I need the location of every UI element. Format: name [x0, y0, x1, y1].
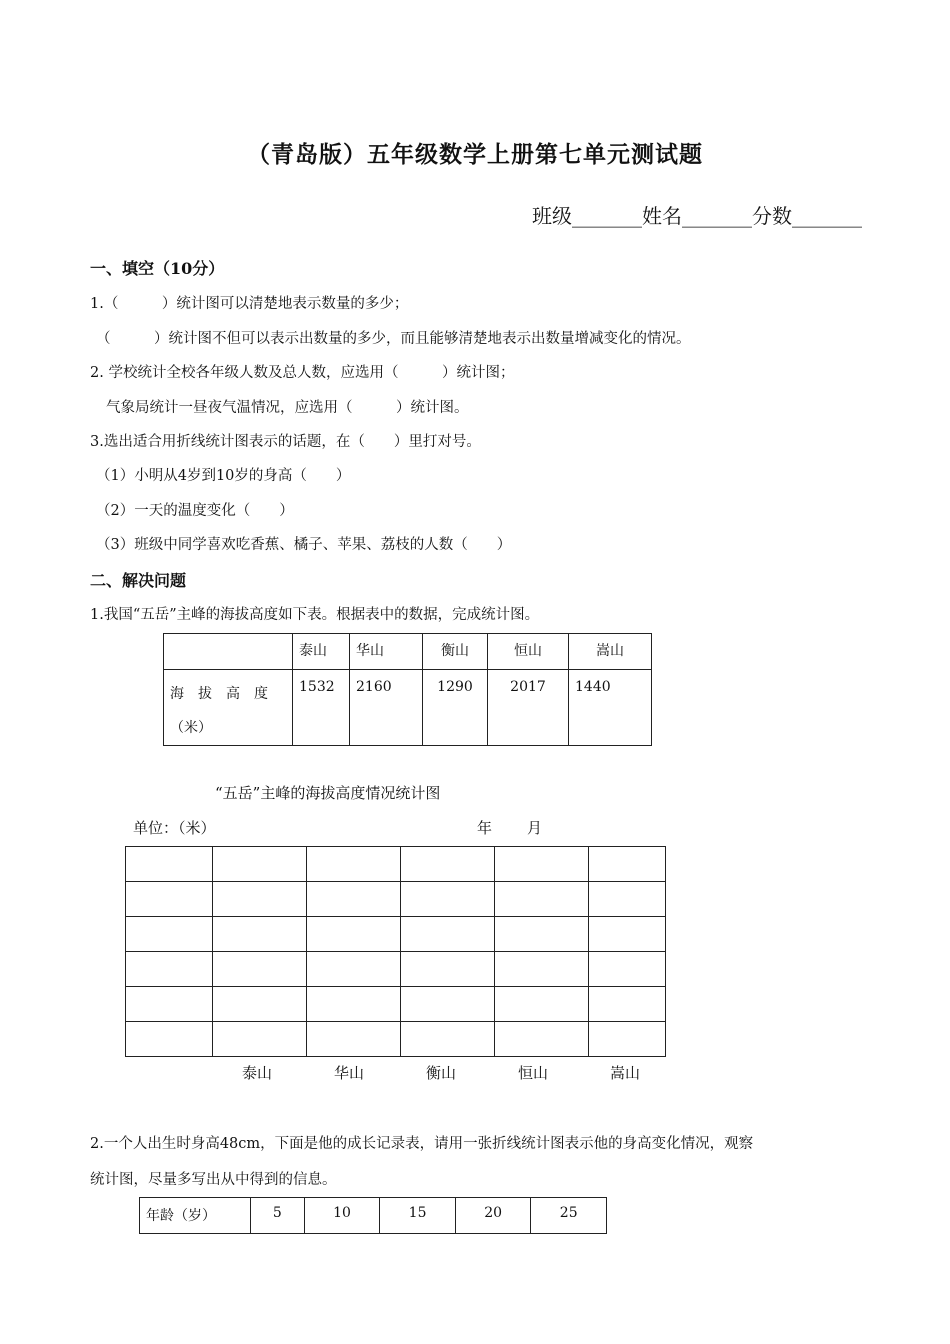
score-blank[interactable]: _______ — [792, 204, 862, 228]
q3-option-2: （2）一天的温度变化（ ） — [96, 503, 294, 519]
grid-line — [125, 846, 126, 1057]
x-axis-label: 泰山 — [242, 1064, 273, 1082]
growth-record-table — [139, 1197, 607, 1234]
grid-line — [125, 1056, 666, 1057]
row-label-unit: （米） — [170, 720, 212, 736]
page-title: （青岛版）五年级数学上册第七单元测试题 — [247, 141, 703, 168]
age-cell: 5 — [251, 1198, 305, 1234]
chart-title: “五岳”主峰的海拔高度情况统计图 — [215, 784, 441, 802]
age-cell: 10 — [304, 1198, 380, 1234]
q1-line-b: （ ）统计图不但可以表示出数量的多少，而且能够清楚地表示出数量增减变化的情况。 — [96, 331, 691, 347]
chart-month-label: 月 — [527, 819, 543, 837]
grid-line — [400, 846, 401, 1057]
q2-line-a: 2. 学校统计全校各年级人数及总人数，应选用（ ）统计图； — [90, 365, 515, 381]
chart-year-label: 年 — [477, 819, 493, 837]
table-corner-cell — [164, 634, 293, 670]
q2-line-b: 气象局统计一昼夜气温情况，应选用（ ）统计图。 — [106, 400, 469, 416]
age-cell: 15 — [380, 1198, 456, 1234]
x-axis-label: 恒山 — [518, 1064, 549, 1082]
grid-line — [212, 846, 213, 1057]
table-cell: 2160 — [350, 670, 423, 746]
x-axis-label: 华山 — [334, 1064, 365, 1082]
section-2-heading: 二、解决问题 — [90, 571, 187, 590]
grid-line — [125, 846, 666, 847]
age-cell: 25 — [531, 1198, 607, 1234]
table-cell: 2017 — [488, 670, 569, 746]
q3-option-3: （3）班级中同学喜欢吃香蕉、橘子、苹果、荔枝的人数（ ） — [96, 537, 512, 553]
q3-line: 3.选出适合用折线统计图表示的话题，在（ ）里打对号。 — [90, 434, 481, 450]
grid-line — [125, 881, 666, 882]
age-label-cell: 年龄（岁） — [140, 1198, 251, 1234]
table-row — [164, 670, 652, 746]
name-label: 姓名 — [642, 204, 682, 228]
mountain-height-table — [163, 633, 652, 746]
name-blank[interactable]: _______ — [682, 204, 752, 228]
table-row-label — [164, 670, 293, 746]
grid-line — [125, 1021, 666, 1022]
table-cell: 1440 — [569, 670, 652, 746]
grid-line — [125, 986, 666, 987]
table-header-cell: 恒山 — [488, 634, 569, 670]
class-blank[interactable]: _______ — [572, 204, 642, 228]
table-header-cell: 衡山 — [423, 634, 488, 670]
grid-line — [125, 916, 666, 917]
student-info-line — [532, 200, 862, 229]
problem-2-text-line-1: 2.一个人出生时身高48cm，下面是他的成长记录表，请用一张折线统计图表示他的身高变化情况，观察 — [90, 1136, 754, 1152]
x-axis-label: 衡山 — [426, 1064, 457, 1082]
table-header-cell: 嵩山 — [569, 634, 652, 670]
score-label: 分数 — [752, 204, 792, 228]
table-cell: 1532 — [293, 670, 350, 746]
chart-unit-label: 单位：（米） — [133, 819, 216, 837]
table-header-row — [164, 634, 652, 670]
q1-line-a: 1.（ ）统计图可以清楚地表示数量的多少； — [90, 296, 409, 312]
row-label-text: 海 拔 高 度 — [170, 686, 268, 702]
table-cell: 1290 — [423, 670, 488, 746]
problem-2-text-line-2: 统计图，尽量多写出从中得到的信息。 — [90, 1172, 337, 1188]
grid-line — [588, 846, 589, 1057]
problem-1-text: 1.我国“五岳”主峰的海拔高度如下表。根据表中的数据，完成统计图。 — [90, 607, 540, 623]
x-axis-label: 嵩山 — [610, 1064, 641, 1082]
q3-option-1: （1）小明从4岁到10岁的身高（ ） — [96, 468, 351, 484]
table-header-cell: 泰山 — [293, 634, 350, 670]
table-header-cell: 华山 — [350, 634, 423, 670]
grid-line — [665, 846, 666, 1057]
section-1-heading: 一、填空（10分） — [90, 259, 225, 278]
age-cell: 20 — [455, 1198, 531, 1234]
grid-line — [494, 846, 495, 1057]
class-label: 班级 — [532, 204, 572, 228]
table-row — [140, 1198, 607, 1234]
grid-line — [306, 846, 307, 1057]
grid-line — [125, 951, 666, 952]
